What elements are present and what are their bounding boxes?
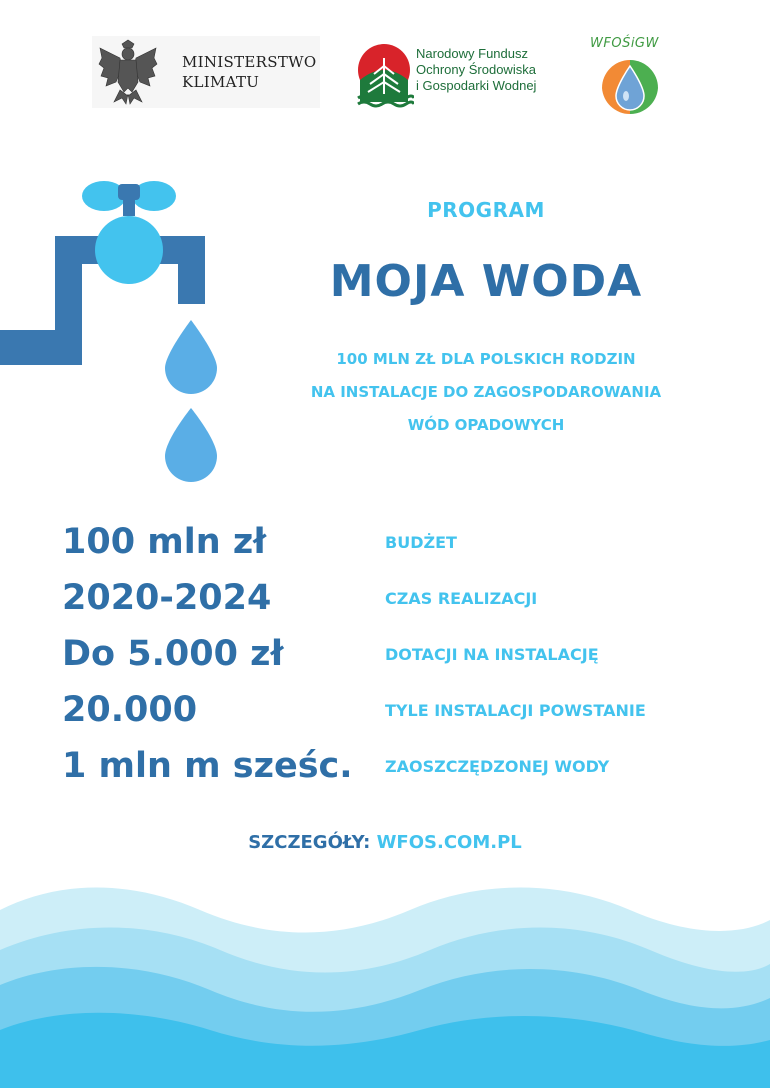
wfos-name: WFOŚiGW (590, 36, 659, 51)
stat-label-installations: TYLE INSTALACJI POWSTANIE (385, 701, 646, 720)
stat-label-period: CZAS REALIZACJI (385, 589, 538, 608)
subtitle-line-3: WÓD OPADOWYCH (407, 416, 565, 434)
ministry-line-2: KLIMATU (182, 73, 260, 91)
water-drop-icon (165, 408, 217, 482)
nfos-logo-icon (356, 40, 414, 108)
subtitle (262, 343, 710, 442)
nfos-line-2: Ochrony Środowiska (416, 62, 536, 77)
nfos-name (416, 46, 536, 94)
stat-value-installations: 20.000 (62, 690, 198, 730)
ministry-logo (92, 36, 320, 108)
subtitle-line-1: 100 MLN ZŁ DLA POLSKICH RODZIN (336, 350, 636, 368)
program-label: PROGRAM (427, 198, 545, 222)
stat-value-budget: 100 mln zł (62, 522, 267, 562)
water-tap-icon (0, 170, 240, 490)
subtitle-line-2: NA INSTALACJE DO ZAGOSPODAROWANIA (310, 383, 662, 401)
details-line (0, 832, 770, 853)
stat-value-grant: Do 5.000 zł (62, 634, 284, 674)
wfos-logo (586, 28, 676, 114)
nfos-line-1: Narodowy Fundusz (416, 46, 528, 61)
details-link[interactable]: WFOS.COM.PL (376, 832, 522, 853)
page-title: MOJA WODA (329, 256, 643, 307)
nfos-line-3: i Gospodarki Wodnej (416, 78, 537, 93)
nfos-logo (356, 40, 556, 110)
stat-label-grant: DOTACJI NA INSTALACJĘ (385, 645, 599, 664)
details-label: SZCZEGÓŁY: (248, 832, 371, 853)
water-drop-icon (165, 320, 217, 394)
stat-label-budget: BUDŻET (385, 533, 457, 552)
stat-value-water: 1 mln m sześc. (62, 746, 353, 786)
wfos-logo-icon (598, 58, 662, 114)
eagle-emblem-icon (98, 38, 158, 106)
waves-decoration (0, 880, 770, 1088)
ministry-line-1: MINISTERSTWO (182, 53, 317, 71)
ministry-name (182, 52, 316, 92)
stat-value-period: 2020-2024 (62, 578, 272, 618)
stat-label-water: ZAOSZCZĘDZONEJ WODY (385, 757, 610, 776)
